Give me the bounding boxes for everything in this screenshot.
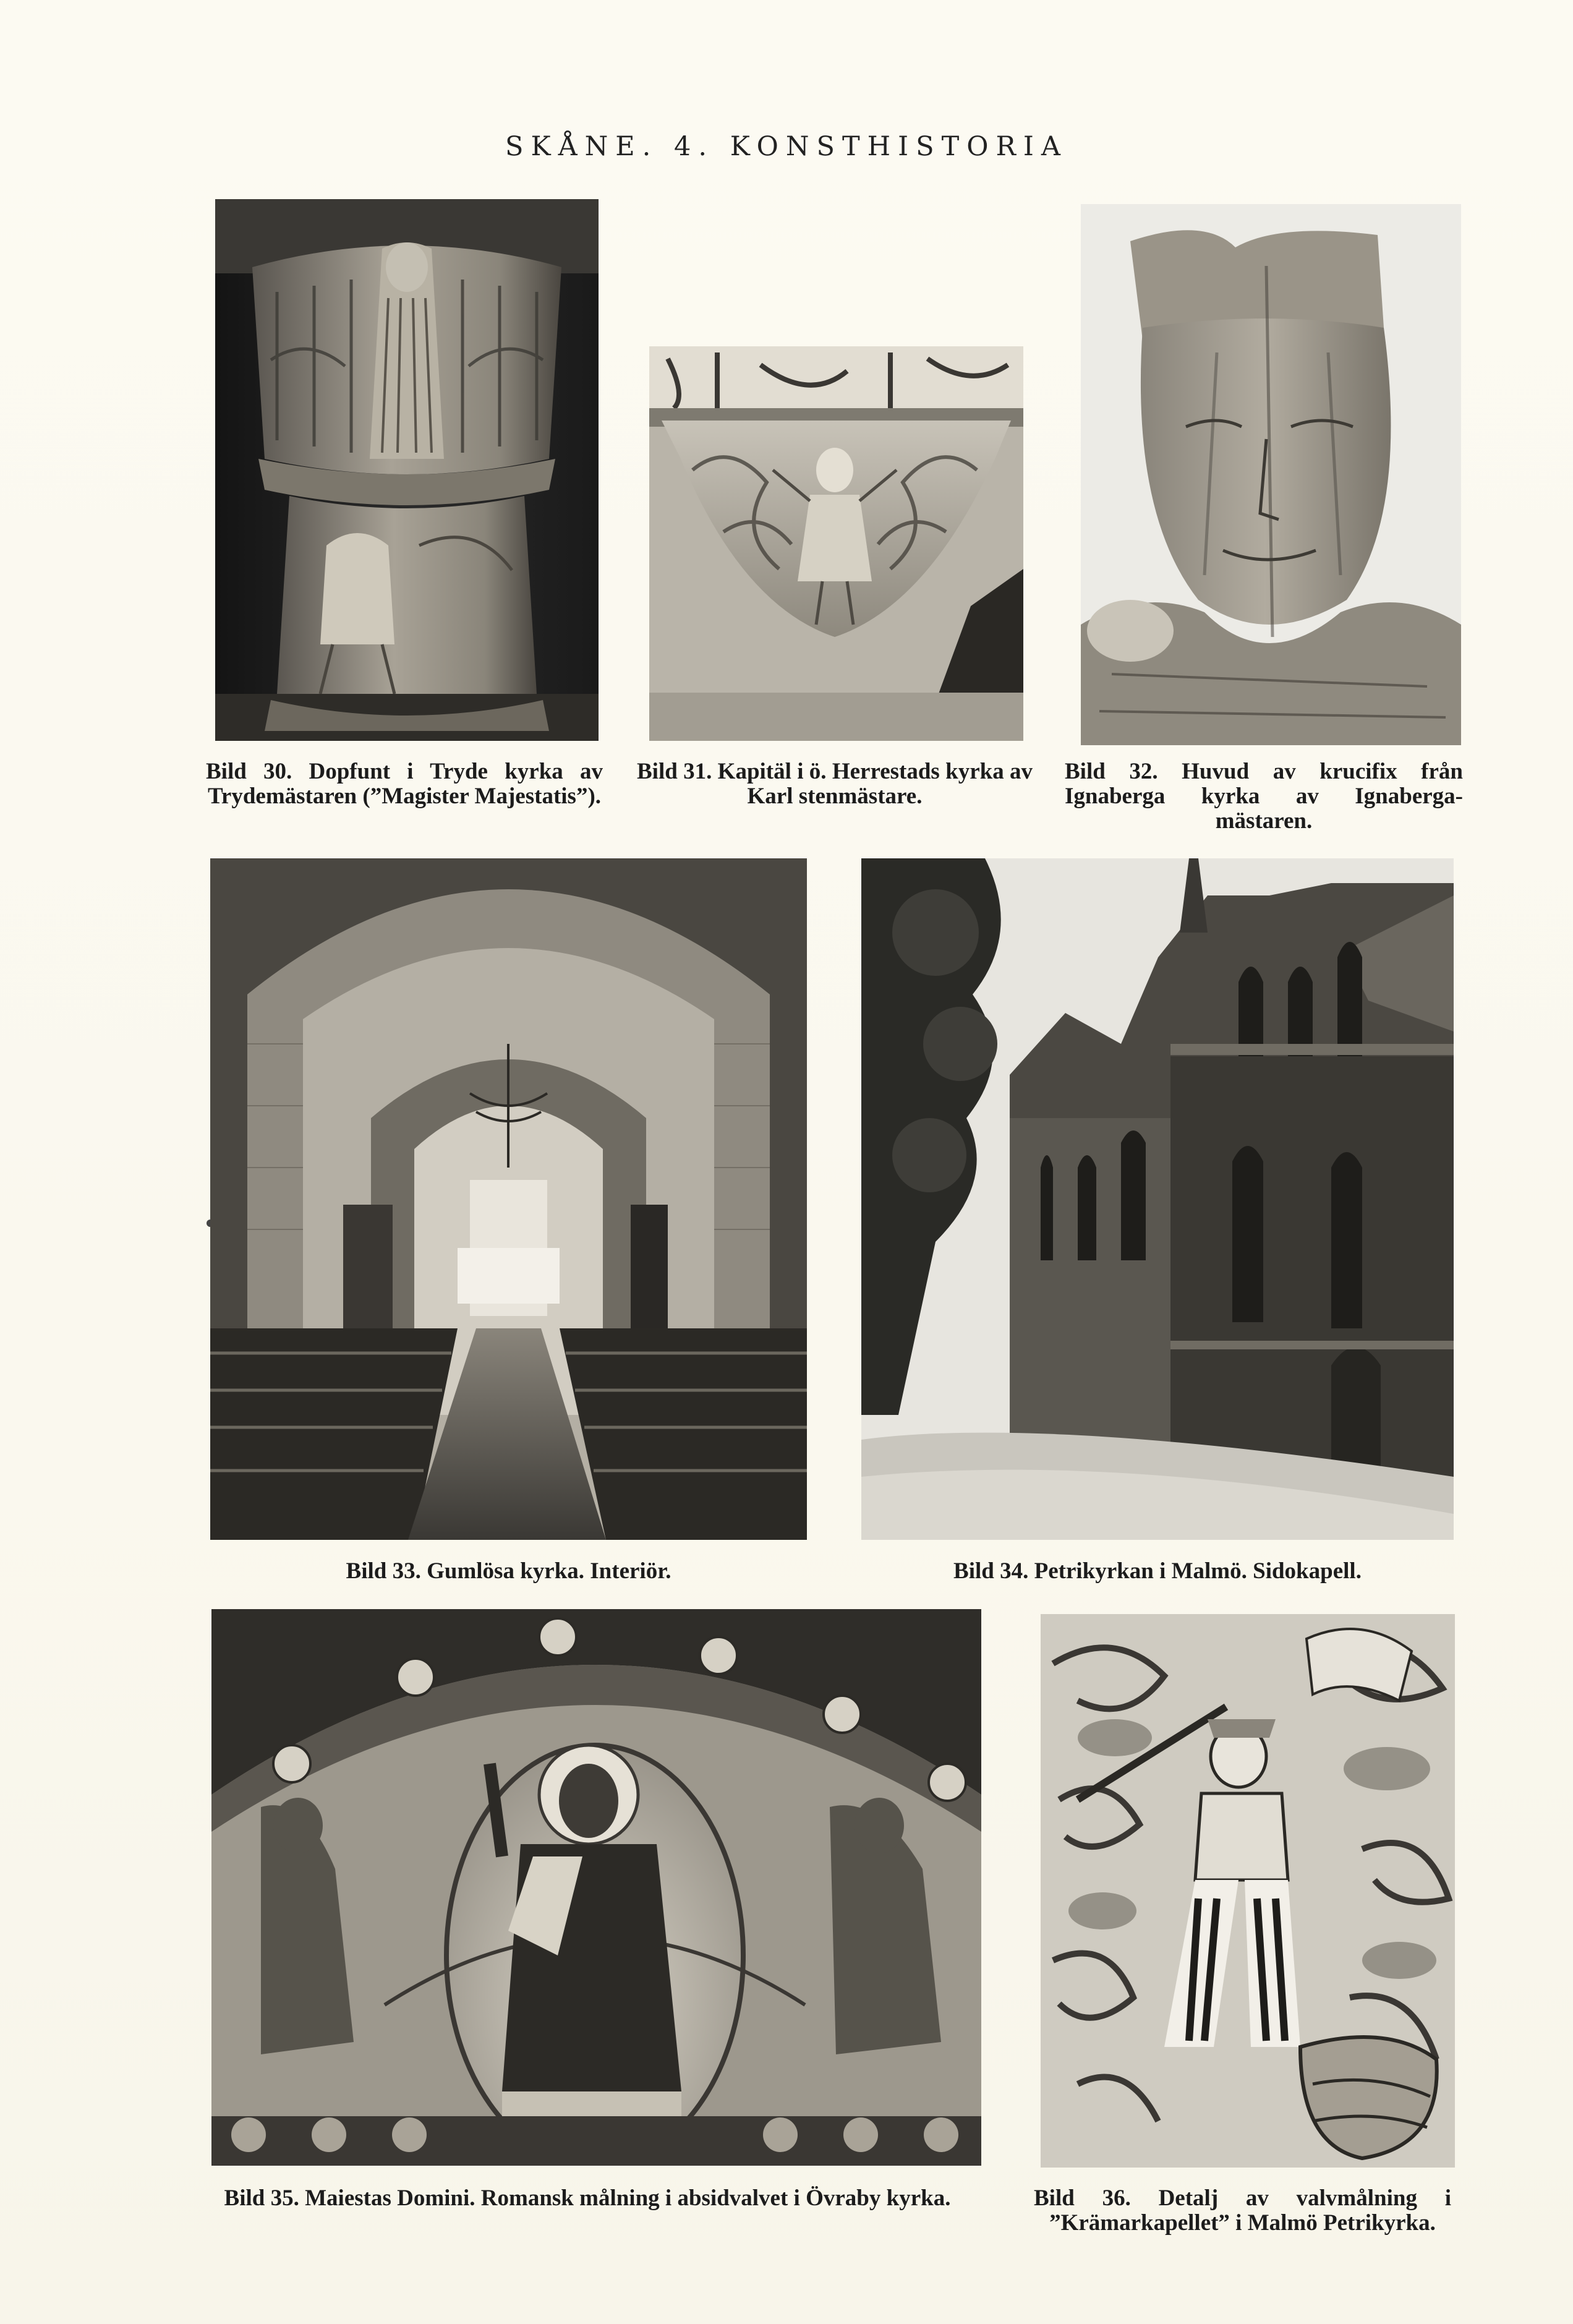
caption-bild-30: Bild 30. Dopfunt i Tryde kyrka av Trydemästaren (”Magister Majestatis”). [206, 759, 603, 809]
caption-bild-36: Bild 36. Detalj av valvmålning i ”Krämarkapellet” i Malmö Petrikyrka. [1034, 2185, 1451, 2236]
running-title: SKÅNE. 4. KONSTHISTORIA [505, 131, 1068, 162]
caption-bild-34: Bild 34. Petrikyrkan i Malmö. Sidokapell. [953, 1558, 1362, 1584]
caption-bild-35: Bild 35. Maiestas Domini. Romansk målning i absidvalvet i Övraby kyrka. [224, 2185, 951, 2211]
caption-bild-31: Bild 31. Kapitäl i ö. Herrestads kyrka av Karl stenmästare. [637, 759, 1033, 809]
photo-baptismal-font [215, 199, 599, 741]
caption-bild-33: Bild 33. Gumlösa kyrka. Interiör. [346, 1558, 671, 1584]
caption-bild-32: Bild 32. Huvud av krucifix från Ignaberga kyrka av Ignaberga-mästaren. [1065, 759, 1463, 834]
photo-capital [649, 346, 1023, 741]
photo-petrikyrkan-chapel [861, 858, 1454, 1540]
photo-maiestas-domini [211, 1609, 981, 2166]
photo-crucifix-head [1081, 204, 1461, 745]
photo-vault-painting-detail [1041, 1614, 1455, 2168]
photo-church-interior [210, 858, 807, 1540]
